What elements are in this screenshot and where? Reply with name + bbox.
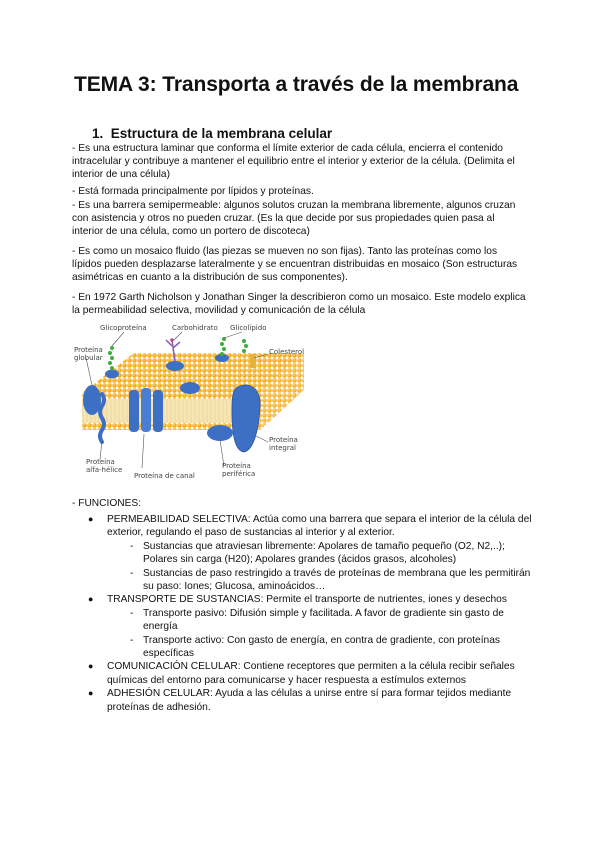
bullet-icon: ● bbox=[88, 514, 94, 524]
label-proteina-periferica: Proteína periférica bbox=[222, 462, 256, 478]
dash-icon: - bbox=[130, 567, 134, 579]
bullet-icon: ● bbox=[88, 594, 94, 605]
integral-protein bbox=[232, 385, 260, 452]
function-text: COMUNICACIÓN CELULAR: Contiene receptores que permiten a la célula recibir señales químicas del entorno para comunicarse y hacer respuesta a estímulos externos bbox=[107, 661, 515, 686]
peripheral-protein bbox=[207, 425, 233, 441]
section-heading bbox=[92, 126, 332, 141]
channel-protein bbox=[129, 388, 163, 432]
bullet-icon: ● bbox=[88, 688, 94, 699]
label-proteina-globular: Proteína globular bbox=[74, 346, 103, 362]
function-subitem bbox=[72, 634, 532, 661]
function-item bbox=[72, 513, 532, 540]
section-number: 1. bbox=[92, 126, 104, 141]
functions-title: - FUNCIONES: bbox=[72, 498, 142, 509]
paragraph-definition: - Es una estructura laminar que conforma el límite exterior de cada célula, encierra el contenido intracelular y contribuye a mantener el equilibrio entre el interior y exterior de la célula. (Delimita el interior de una célula) bbox=[72, 143, 515, 181]
label-proteina-alfa: Proteína alfa-hélice bbox=[86, 458, 123, 474]
page-title: TEMA 3: Transporta a través de la membrana bbox=[74, 73, 519, 96]
cholesterol-molecule bbox=[250, 354, 256, 368]
function-text: TRANSPORTE DE SUSTANCIAS: Permite el transporte de nutrientes, iones y desechos bbox=[107, 594, 507, 606]
function-subitem bbox=[72, 567, 532, 594]
function-item bbox=[72, 660, 532, 687]
bullet-icon: ● bbox=[88, 661, 94, 672]
label-carbohidrato: Carbohidrato bbox=[172, 324, 218, 332]
label-proteina-canal: Proteína de canal bbox=[134, 472, 195, 480]
label-proteina-integral: Proteína integral bbox=[269, 436, 298, 452]
function-item bbox=[72, 593, 532, 606]
subitem-text: Transporte activo: Con gasto de energía, en contra de gradiente, con proteínas específicas bbox=[143, 634, 500, 660]
subitem-text: Transporte pasivo: Difusión simple y facilitada. A favor de gradiente sin gasto de energía bbox=[143, 607, 504, 633]
paragraph-history: - En 1972 Garth Nicholson y Jonathan Singer la describieron como un mosaico. Este modelo explica la permeabilidad selectiva, movilidad y comunicación de la célula bbox=[72, 292, 526, 317]
membrane-diagram bbox=[72, 318, 304, 483]
label-glicoproteina: Glicoproteína bbox=[100, 324, 147, 332]
paragraph-semipermeable: - Es una barrera semipermeable: algunos solutos cruzan la membrana libremente, algunos cruzan con asistencia y otros no pueden cruzar. (Es la que decide por sus propiedades quien pasa al interior de una célula, como un portero de discoteca) bbox=[72, 200, 516, 238]
dash-icon: - bbox=[130, 634, 134, 646]
section-heading-text: Estructura de la membrana celular bbox=[110, 126, 333, 141]
subitem-text: Sustancias de paso restringido a través de proteínas de membrana que les permitirán su paso: Iones; Glucosa, aminoácidos… bbox=[143, 567, 531, 593]
function-item bbox=[72, 687, 532, 714]
label-colesterol: Colesterol bbox=[269, 348, 304, 356]
paragraph-composition: - Está formada principalmente por lípidos y proteínas. bbox=[72, 186, 314, 197]
dash-icon: - bbox=[130, 540, 134, 552]
functions-list bbox=[72, 513, 532, 714]
function-text: ADHESIÓN CELULAR: Ayuda a las células a unirse entre sí para formar tejidos mediante proteínas de adhesión. bbox=[107, 688, 512, 713]
function-subitem bbox=[72, 607, 532, 634]
subitem-text: Sustancias que atraviesan libremente: Apolares de tamaño pequeño (O2, N2,..); Polares sin carga (H20); Apolares grandes (ácidos grasos, alcoholes) bbox=[143, 540, 505, 566]
function-text: PERMEABILIDAD SELECTIVA: Actúa como una barrera que separa el interior de la célula del exterior, regulando el paso de sustancias al interior y al exterior. bbox=[107, 514, 532, 539]
glycoprotein-chain bbox=[108, 346, 114, 370]
label-glicolipido: Glicolípido bbox=[230, 324, 267, 332]
paragraph-fluid-mosaic: - Es como un mosaico fluido (las piezas se mueven no son fijas). Tanto las proteínas como los lípidos pueden desplazarse lateralmente y se encuentran distribuidas en mosaico (Son estructuras asimétricas en cuanto a la distribución de sus componentes). bbox=[72, 246, 518, 284]
dash-icon: - bbox=[130, 607, 134, 619]
function-subitem bbox=[72, 540, 532, 567]
